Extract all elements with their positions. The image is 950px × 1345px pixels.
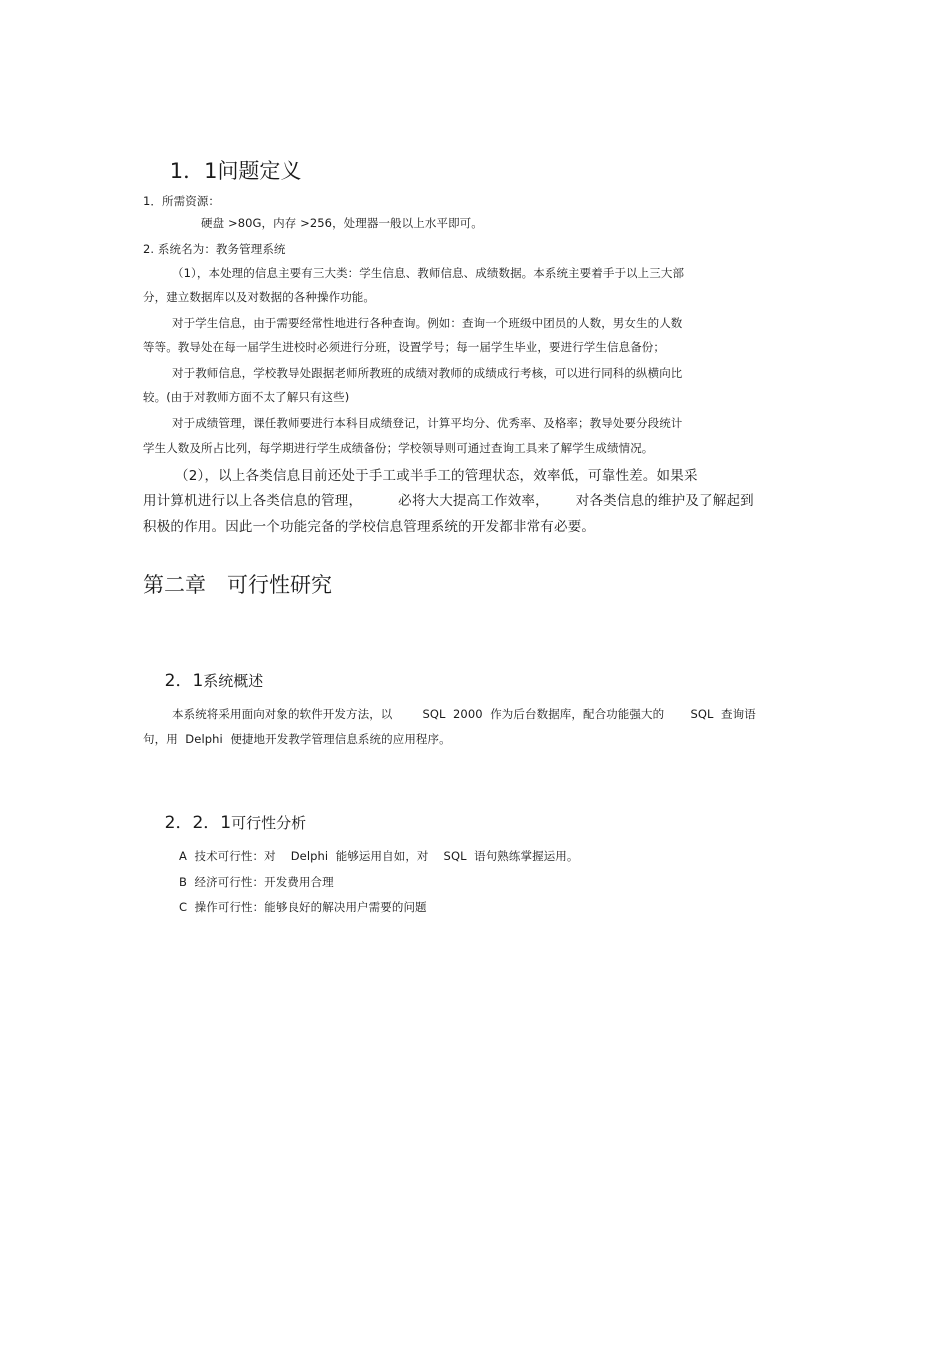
section-title: 系统概述 — [203, 672, 264, 690]
section-title: 可行性分析 — [231, 814, 307, 832]
chapter-2-heading: 第二章 可行性研究 — [143, 573, 332, 597]
text-line: 2. 系统名为：教务管理系统 — [143, 242, 286, 256]
list-item: C 操作可行性：能够良好的解决用户需要的问题 — [179, 900, 427, 914]
section-number: 2．1 — [164, 671, 204, 691]
list-item: B 经济可行性：开发费用合理 — [179, 875, 334, 889]
section-2-2-1-heading — [143, 788, 306, 853]
list-item: A 技术可行性：对 Delphi 能够运用自如，对 SQL 语句熟练掌握运用。 — [179, 849, 579, 863]
text-line: 学生人数及所占比列，每学期进行学生成绩备份；学校领导则可通过查询工具来了解学生成绩情况。 — [143, 441, 654, 455]
text-line: 分，建立数据库以及对数据的各种操作功能。 — [143, 290, 375, 304]
text-line: （1），本处理的信息主要有三大类：学生信息、教师信息、成绩数据。本系统主要着手于以上三大部 — [172, 266, 685, 280]
text-line: 硬盘 >80G，内存 >256，处理器一般以上水平即可。 — [201, 216, 483, 230]
text-line: 积极的作用。因此一个功能完备的学校信息管理系统的开发都非常有必要。 — [143, 519, 596, 535]
section-title: 问题定义 — [217, 159, 302, 183]
section-number: 2．2．1 — [164, 813, 232, 833]
text-line: 本系统将采用面向对象的软件开发方法，以 SQL 2000 作为后台数据库，配合功能强大的 SQL 查询语 — [172, 707, 756, 721]
text-line: 较。(由于对教师方面不太了解只有这些) — [143, 390, 350, 404]
section-2-1-heading — [143, 646, 263, 711]
text-line: 等等。教导处在每一届学生进校时必须进行分班，设置学号；每一届学生毕业，要进行学生信息备份； — [143, 340, 665, 354]
text-line: 对于学生信息，由于需要经常性地进行各种查询。例如：查询一个班级中团员的人数，男女生的人数 — [172, 316, 683, 330]
section-number: 1．1 — [169, 159, 218, 183]
text-line: 对于教师信息，学校教导处跟据老师所教班的成绩对教师的成绩成行考核，可以进行同科的纵横向比 — [172, 366, 683, 380]
text-line: （2），以上各类信息目前还处于手工或半手工的管理状态，效率低，可靠性差。如果采 — [175, 468, 698, 484]
text-line: 用计算机进行以上各类信息的管理， 必将大大提高工作效率， 对各类信息的维护及了解起到 — [143, 493, 754, 509]
text-line: 对于成绩管理，课任教师要进行本科目成绩登记，计算平均分、优秀率、及格率；教导处要分段统计 — [172, 416, 683, 430]
text-line: 1．所需资源： — [143, 194, 221, 208]
text-line: 句，用 Delphi 便捷地开发教学管理信息系统的应用程序。 — [143, 732, 451, 746]
